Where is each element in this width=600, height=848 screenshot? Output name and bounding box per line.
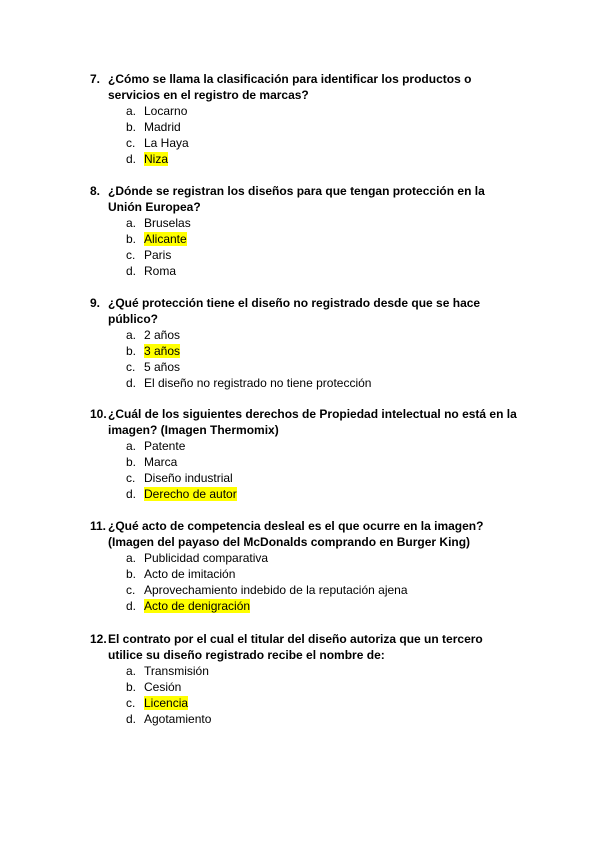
option-letter: c.: [126, 583, 136, 597]
option-a: [90, 438, 520, 454]
option-a: [90, 215, 520, 231]
option-letter: c.: [126, 471, 136, 485]
option-letter: b.: [126, 120, 137, 134]
question-12: [90, 631, 520, 727]
option-letter: b.: [126, 567, 137, 581]
option-b: [90, 343, 520, 359]
option-list: [90, 663, 520, 727]
option-letter: d.: [126, 264, 137, 278]
option-b: [90, 679, 520, 695]
option-text: Diseño industrial: [144, 471, 233, 485]
question-text: ¿Qué protección tiene el diseño no registrado desde que se hace público?: [108, 296, 481, 326]
option-letter: a.: [126, 216, 137, 230]
option-letter: d.: [126, 487, 137, 501]
option-letter: d.: [126, 152, 137, 166]
option-text: Bruselas: [144, 216, 191, 230]
option-c: [90, 135, 520, 151]
option-letter: b.: [126, 680, 137, 694]
option-letter: c.: [126, 696, 136, 710]
option-b: [90, 119, 520, 135]
option-list: [90, 327, 520, 391]
question-text: ¿Dónde se registran los diseños para que tengan protección en la Unión Europea?: [108, 184, 485, 214]
option-text: Locarno: [144, 104, 188, 118]
question-number: 9.: [90, 296, 101, 310]
option-c: [90, 359, 520, 375]
option-list: [90, 550, 520, 614]
question-11: [90, 518, 520, 614]
question-7: [90, 71, 520, 167]
option-text: El diseño no registrado no tiene protección: [144, 376, 372, 390]
option-letter: b.: [126, 232, 137, 246]
option-text: Marca: [144, 455, 178, 469]
option-text: Publicidad comparativa: [144, 551, 269, 565]
option-c: [90, 695, 520, 711]
option-text: Agotamiento: [144, 712, 212, 726]
option-a: [90, 103, 520, 119]
question-number: 11.: [90, 519, 107, 533]
question-title: [90, 183, 520, 215]
question-text: El contrato por el cual el titular del diseño autoriza que un tercero utilice su diseño registrado recibe el nombre de:: [108, 632, 483, 662]
option-b: [90, 566, 520, 582]
question-10: [90, 406, 520, 502]
highlighted-answer: Derecho de autor: [144, 487, 237, 501]
option-letter: d.: [126, 376, 137, 390]
question-title: [90, 518, 520, 550]
option-letter: a.: [126, 664, 137, 678]
option-list: [90, 215, 520, 279]
question-title: [90, 71, 520, 103]
option-d: [90, 151, 520, 167]
option-letter: c.: [126, 360, 136, 374]
option-d: [90, 711, 520, 727]
question-title: [90, 406, 520, 438]
option-letter: c.: [126, 136, 136, 150]
highlighted-answer: 3 años: [144, 344, 181, 358]
option-letter: d.: [126, 712, 137, 726]
option-d: [90, 263, 520, 279]
question-9: [90, 295, 520, 391]
option-letter: d.: [126, 599, 137, 613]
question-number: 7.: [90, 72, 101, 86]
option-text: 2 años: [144, 328, 181, 342]
option-d: [90, 375, 520, 391]
option-d: [90, 486, 520, 502]
question-number: 12.: [90, 632, 107, 646]
option-letter: a.: [126, 328, 137, 342]
option-text: La Haya: [144, 136, 189, 150]
option-text: Roma: [144, 264, 177, 278]
question-title: [90, 631, 520, 663]
question-title: [90, 295, 520, 327]
highlighted-answer: Niza: [144, 152, 169, 166]
option-letter: b.: [126, 455, 137, 469]
highlighted-answer: Alicante: [144, 232, 187, 246]
question-number: 8.: [90, 184, 101, 198]
option-letter: a.: [126, 551, 137, 565]
option-c: [90, 470, 520, 486]
option-letter: a.: [126, 104, 137, 118]
option-a: [90, 550, 520, 566]
option-text: Aprovechamiento indebido de la reputación ajena: [144, 583, 408, 597]
question-number: 10.: [90, 407, 107, 421]
option-text: Paris: [144, 248, 172, 262]
option-list: [90, 438, 520, 502]
highlighted-answer: Licencia: [144, 696, 189, 710]
question-text: ¿Cuál de los siguientes derechos de Propiedad intelectual no está en la imagen? (Imagen Thermomix): [108, 407, 517, 437]
question-text: ¿Cómo se llama la clasificación para identificar los productos o servicios en el registro de marcas?: [108, 72, 472, 102]
option-c: [90, 247, 520, 263]
option-b: [90, 454, 520, 470]
option-b: [90, 231, 520, 247]
option-a: [90, 663, 520, 679]
option-text: Cesión: [144, 680, 182, 694]
option-text: Madrid: [144, 120, 181, 134]
question-text: ¿Qué acto de competencia desleal es el que ocurre en la imagen? (Imagen del payaso del McDonalds comprando en Burger King): [108, 519, 484, 549]
option-d: [90, 598, 520, 614]
option-letter: a.: [126, 439, 137, 453]
option-c: [90, 582, 520, 598]
option-text: 5 años: [144, 360, 181, 374]
option-text: Acto de imitación: [144, 567, 236, 581]
option-a: [90, 327, 520, 343]
option-list: [90, 103, 520, 167]
option-letter: b.: [126, 344, 137, 358]
option-text: Patente: [144, 439, 186, 453]
highlighted-answer: Acto de denigración: [144, 599, 251, 613]
option-text: Transmisión: [144, 664, 209, 678]
option-letter: c.: [126, 248, 136, 262]
question-8: [90, 183, 520, 279]
